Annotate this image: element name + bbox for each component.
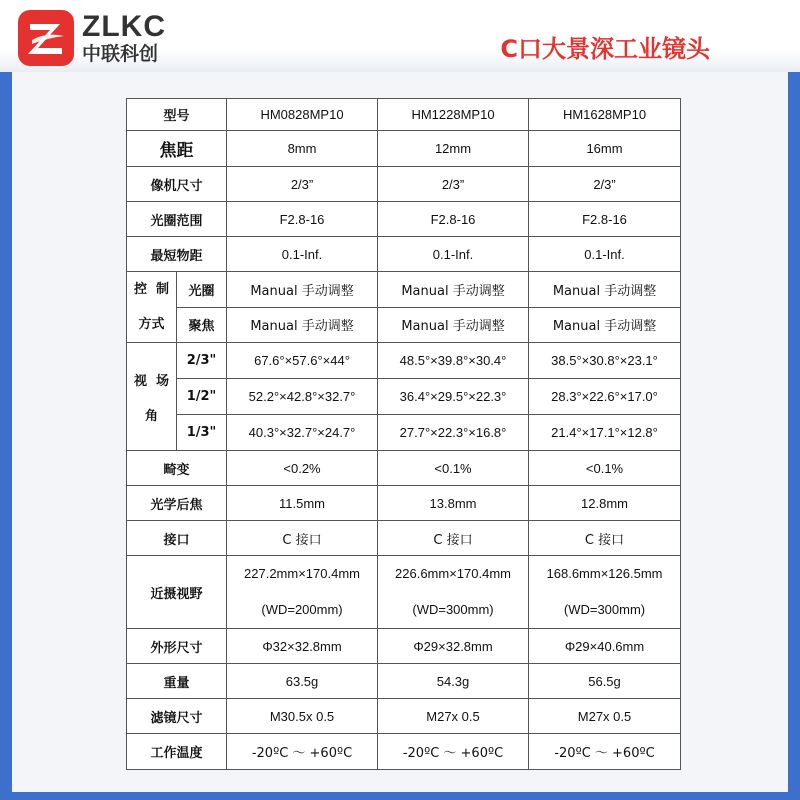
- logo-text-en: ZLKC: [82, 10, 166, 43]
- control-focus-cell: Manual 手动调整: [227, 307, 378, 343]
- weight-cell: 54.3g: [378, 664, 529, 699]
- mod-cell: 0.1-Inf.: [227, 237, 378, 272]
- table-row-distortion: [127, 451, 681, 486]
- mod-cell: 0.1-Inf.: [378, 237, 529, 272]
- fov-cell: 48.5°×39.8°×30.4°: [378, 343, 529, 379]
- closeup-fov: 226.6mm×170.4mm: [395, 566, 511, 581]
- focal-cell: 8mm: [227, 131, 378, 167]
- table-row-control-iris: [127, 272, 681, 308]
- mount-cell: C 接口: [378, 521, 529, 556]
- dims-cell: Φ29×32.8mm: [378, 629, 529, 664]
- weight-cell: 63.5g: [227, 664, 378, 699]
- model-cell: HM1628MP10: [529, 99, 681, 131]
- row-label-mount: 接口: [127, 521, 227, 556]
- fov-cell: 27.7°×22.3°×16.8°: [378, 415, 529, 451]
- mod-cell: 0.1-Inf.: [529, 237, 681, 272]
- table-row-mount: [127, 521, 681, 556]
- table-row-fov: [127, 343, 681, 379]
- fov-cell: 36.4°×29.5°×22.3°: [378, 379, 529, 415]
- row-label-distortion: 畸变: [127, 451, 227, 486]
- closeup-wd: (WD=300mm): [412, 602, 494, 617]
- row-label-weight: 重量: [127, 664, 227, 699]
- table-row-control-focus: [127, 307, 681, 343]
- row-label-dims: 外形尺寸: [127, 629, 227, 664]
- control-focus-cell: Manual 手动调整: [378, 307, 529, 343]
- table-row-fov: [127, 379, 681, 415]
- table-row-focal: [127, 131, 681, 167]
- fov-size-label: 2/3": [177, 343, 227, 379]
- table-row-weight: [127, 664, 681, 699]
- page-header: [0, 0, 800, 72]
- frame-left-border: [0, 72, 12, 800]
- row-label-closeup: 近摄视野: [127, 556, 227, 629]
- row-label-focal: 焦距: [127, 131, 227, 167]
- mount-cell: C 接口: [227, 521, 378, 556]
- fov-size-label: 1/3": [177, 415, 227, 451]
- closeup-cell: [227, 556, 378, 629]
- bfl-cell: 13.8mm: [378, 486, 529, 521]
- page-title: C口大景深工业镜头: [500, 35, 710, 63]
- control-iris-cell: Manual 手动调整: [227, 272, 378, 308]
- dims-cell: Φ29×40.6mm: [529, 629, 681, 664]
- bfl-cell: 11.5mm: [227, 486, 378, 521]
- fov-cell: 21.4°×17.1°×12.8°: [529, 415, 681, 451]
- distortion-cell: <0.1%: [529, 451, 681, 486]
- closeup-wd: (WD=300mm): [563, 602, 646, 617]
- focal-cell: 16mm: [529, 131, 681, 167]
- closeup-wd: (WD=200mm): [261, 602, 343, 617]
- table-row-fov: [127, 415, 681, 451]
- logo-text-cn: 中联科创: [82, 43, 159, 65]
- control-iris-cell: Manual 手动调整: [378, 272, 529, 308]
- table-row-aperture: [127, 202, 681, 237]
- table-row-sensor: [127, 167, 681, 202]
- fov-cell: 40.3°×32.7°×24.7°: [227, 415, 378, 451]
- row-label-bfl: 光学后焦: [127, 486, 227, 521]
- sensor-cell: 2/3”: [227, 167, 378, 202]
- temp-cell: -20ºC ～ +60ºC: [227, 734, 378, 770]
- filter-cell: M30.5x 0.5: [227, 699, 378, 734]
- fov-cell: 28.3°×22.6°×17.0°: [529, 379, 681, 415]
- fov-size-label: 1/2": [177, 379, 227, 415]
- model-cell: HM0828MP10: [227, 99, 378, 131]
- fov-cell: 52.2°×42.8°×32.7°: [227, 379, 378, 415]
- row-label-sensor: 像机尺寸: [127, 167, 227, 202]
- closeup-fov: 168.6mm×126.5mm: [546, 566, 663, 581]
- fov-cell: 38.5°×30.8°×23.1°: [529, 343, 681, 379]
- table-row-temp: [127, 734, 681, 770]
- fov-label-top: 视 场: [133, 373, 170, 389]
- table-row-mod: [127, 237, 681, 272]
- zlkc-logo-icon: [18, 10, 74, 66]
- table-row-bfl: [127, 486, 681, 521]
- temp-cell: -20ºC ～ +60ºC: [529, 734, 681, 770]
- closeup-fov: 227.2mm×170.4mm: [244, 566, 360, 581]
- frame-right-border: [788, 72, 800, 800]
- aperture-cell: F2.8-16: [227, 202, 378, 237]
- row-label-model: 型号: [127, 99, 227, 131]
- aperture-cell: F2.8-16: [378, 202, 529, 237]
- distortion-cell: <0.2%: [227, 451, 378, 486]
- sensor-cell: 2/3”: [529, 167, 681, 202]
- aperture-cell: F2.8-16: [529, 202, 681, 237]
- control-focus-cell: Manual 手动调整: [529, 307, 681, 343]
- sensor-cell: 2/3”: [378, 167, 529, 202]
- closeup-cell: [378, 556, 529, 629]
- control-focus-label: 聚焦: [177, 307, 227, 343]
- control-iris-label: 光圈: [177, 272, 227, 308]
- row-label-temp: 工作温度: [127, 734, 227, 770]
- control-label-top: 控 制: [133, 282, 170, 297]
- table-row-filter: [127, 699, 681, 734]
- control-label-bottom: 方式: [138, 317, 165, 332]
- temp-cell: -20ºC ～ +60ºC: [378, 734, 529, 770]
- row-label-filter: 滤镜尺寸: [127, 699, 227, 734]
- frame-bottom-border: [0, 792, 800, 800]
- weight-cell: 56.5g: [529, 664, 681, 699]
- bfl-cell: 12.8mm: [529, 486, 681, 521]
- focal-cell: 12mm: [378, 131, 529, 167]
- filter-cell: M27x 0.5: [378, 699, 529, 734]
- row-label-fov: [127, 343, 177, 451]
- table-row-dims: [127, 629, 681, 664]
- mount-cell: C 接口: [529, 521, 681, 556]
- model-cell: HM1228MP10: [378, 99, 529, 131]
- dims-cell: Φ32×32.8mm: [227, 629, 378, 664]
- row-label-aperture: 光圈范围: [127, 202, 227, 237]
- row-label-mod: 最短物距: [127, 237, 227, 272]
- spec-table: [126, 98, 681, 770]
- fov-cell: 67.6°×57.6°×44°: [227, 343, 378, 379]
- closeup-cell: [529, 556, 681, 629]
- row-label-control: [127, 272, 177, 343]
- fov-label-bottom: 角: [144, 408, 158, 424]
- distortion-cell: <0.1%: [378, 451, 529, 486]
- table-row-model: [127, 99, 681, 131]
- table-row-closeup: [127, 556, 681, 629]
- control-iris-cell: Manual 手动调整: [529, 272, 681, 308]
- filter-cell: M27x 0.5: [529, 699, 681, 734]
